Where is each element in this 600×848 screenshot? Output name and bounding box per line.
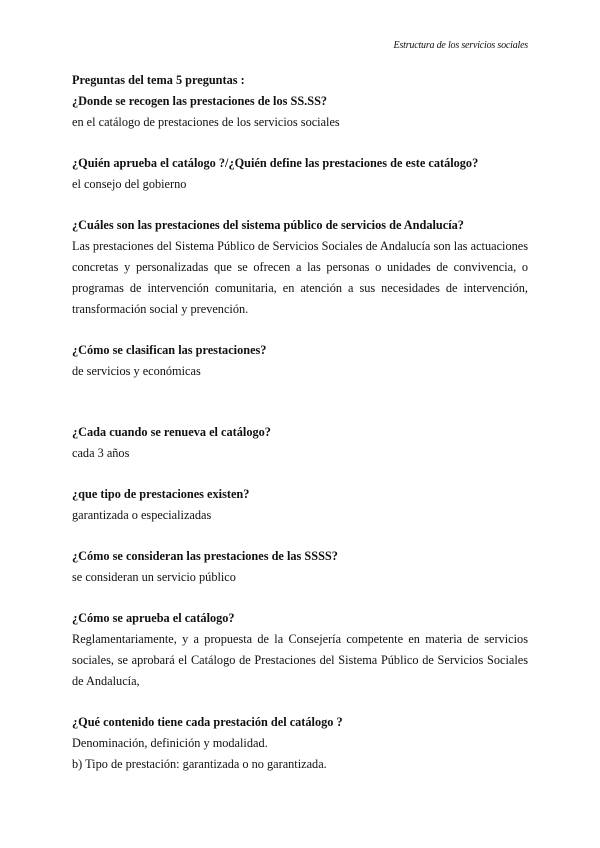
answer-4: de servicios y económicas <box>72 364 201 378</box>
question-1: ¿Donde se recogen las prestaciones de los SS.SS? <box>72 94 328 108</box>
running-header: Estructura de los servicios sociales <box>393 40 528 51</box>
question-3: ¿Cuáles son las prestaciones del sistema público de servicios de Andalucía? <box>72 218 464 232</box>
question-5: ¿Cada cuando se renueva el catálogo? <box>72 425 271 439</box>
question-9: ¿Qué contenido tiene cada prestación del catálogo ? <box>72 715 343 729</box>
answer-1: en el catálogo de prestaciones de los servicios sociales <box>72 115 340 129</box>
answer-7: se consideran un servicio público <box>72 570 236 584</box>
answer-6: garantizada o especializadas <box>72 508 212 522</box>
question-4: ¿Cómo se clasifican las prestaciones? <box>72 343 267 357</box>
answer-3: Las prestaciones del Sistema Público de Servicios Sociales de Andalucía son las actuaciones concretas y personalizadas que se ofrecen a las personas o unidades de convivencia, o programas de intervención comunitaria, en atención a sus necesidades de intervención, transformación social y prevención. <box>72 239 528 316</box>
document-body <box>72 70 528 775</box>
document-title: Preguntas del tema 5 preguntas : <box>72 73 245 87</box>
answer-9-extra: b) Tipo de prestación: garantizada o no garantizada. <box>72 757 327 771</box>
answer-5: cada 3 años <box>72 446 130 460</box>
answer-9: Denominación, definición y modalidad. <box>72 736 268 750</box>
question-6: ¿que tipo de prestaciones existen? <box>72 487 250 501</box>
question-8: ¿Cómo se aprueba el catálogo? <box>72 611 235 625</box>
question-7: ¿Cómo se consideran las prestaciones de las SSSS? <box>72 549 338 563</box>
question-2: ¿Quién aprueba el catálogo ?/¿Quién define las prestaciones de este catálogo? <box>72 156 479 170</box>
answer-2: el consejo del gobierno <box>72 177 187 191</box>
answer-8: Reglamentariamente, y a propuesta de la Consejería competente en materia de servicios sociales, se aprobará el Catálogo de Prestaciones del Sistema Público de Servicios Sociales de Andalucía, <box>72 632 528 688</box>
